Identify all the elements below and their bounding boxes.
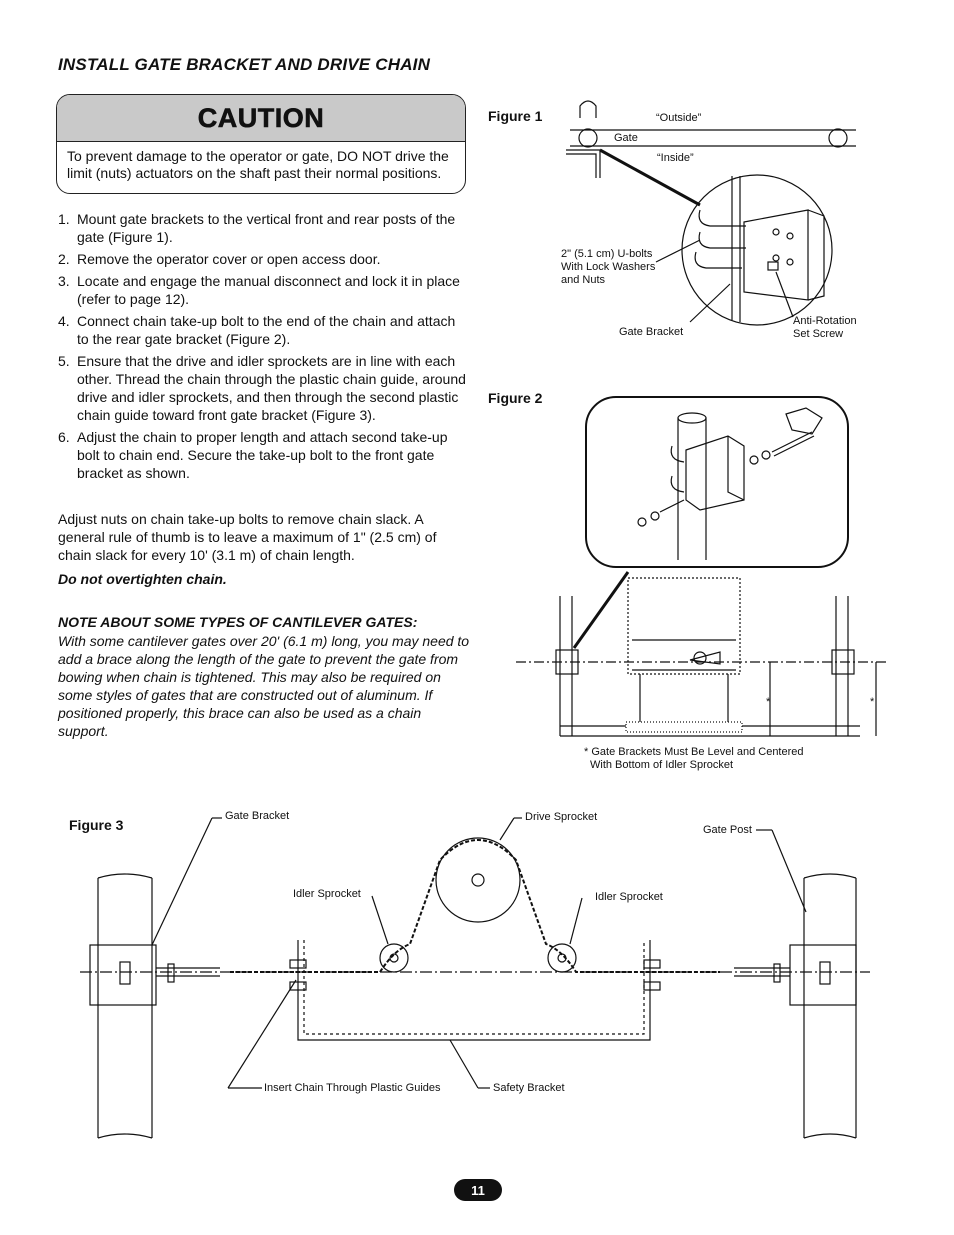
note-title: NOTE ABOUT SOME TYPES OF CANTILEVER GATES: [58,614,418,630]
figure-3-idler-left-label: Idler Sprocket [293,888,361,900]
figure-1-anti-rotation-label: Anti-Rotation Set Screw [793,315,857,340]
step-5: 5. Ensure that the drive and idler sprockets are in line with each other. Thread the chain through the plastic chain guide, around drive and idler sprockets, and then through the second plastic chain guide toward front gate bracket (Figure 3). [58,353,466,423]
figure-3-safety-bracket-label: Safety Bracket [493,1082,565,1094]
note-body: With some cantilever gates over 20' (6.1 m) long, you may need to add a brace along the length of the gate to prevent the gate from bowing when chain is tightened. This may also be required on some styles of gates that are constructed out of aluminum. If positioned properly, this brace can also be used as a chain support. [58,633,470,739]
figure-3-gate-post-label: Gate Post [703,824,752,836]
figure-1-ubolts-label: 2" (5.1 cm) U-bolts With Lock Washers and Nuts [561,248,656,286]
figure-1-gate-bracket-label: Gate Bracket [619,326,684,338]
page-number: 11 [454,1179,502,1201]
figure-3-label: Figure 3 [69,817,124,833]
figure-3-insert-chain-label: Insert Chain Through Plastic Guides [264,1082,441,1094]
adjust-paragraph [58,510,470,588]
figure-2-star-right: * [870,696,875,708]
caution-heading: CAUTION [57,95,465,142]
figure-1-label: Figure 1 [488,108,543,124]
figure-1-inside-label: “Inside” [657,152,694,164]
caution-line-2: limit (nuts) actuators on the shaft past their normal positions. [67,165,442,181]
caution-box [56,94,466,194]
step-1: 1. Mount gate brackets to the vertical front and rear posts of the gate (Figure 1). [58,211,456,245]
step-4: 4. Connect chain take-up bolt to the end of the chain and attach to the rear gate bracket (Figure 2). [58,313,456,347]
figure-3-drive-sprocket-label: Drive Sprocket [525,811,598,823]
caution-text [57,142,465,182]
step-3: 3. Locate and engage the manual disconnect and lock it in place (refer to page 12). [58,273,460,307]
figure-1-gate-label: Gate [614,132,638,144]
instruction-steps [58,210,470,486]
step-6: 6. Adjust the chain to proper length and attach second take-up bolt to chain end. Secure the take-up bolt to the front gate bracket as shown. [58,429,448,481]
figure-2-footnote: * Gate Brackets Must Be Level and Centered With Bottom of Idler Sprocket [584,746,804,771]
step-2: 2. Remove the operator cover or open access door. [58,251,381,267]
figure-1-outside-label: “Outside” [656,112,702,124]
figure-3-idler-right-label: Idler Sprocket [595,891,663,903]
overtighten-warning: Do not overtighten chain. [58,571,227,587]
caution-line-1: To prevent damage to the operator or gate, DO NOT drive the [67,148,449,164]
figure-2-star-left: * [766,696,771,708]
figure-2-label: Figure 2 [488,390,543,406]
adjust-text: Adjust nuts on chain take-up bolts to remove chain slack. A general rule of thumb is to leave a maximum of 1" (2.5 cm) of chain slack for every 10' (3.1 m) of chain length. [58,511,437,563]
figure-3-gate-bracket-label: Gate Bracket [225,810,290,822]
section-title: INSTALL GATE BRACKET AND DRIVE CHAIN [58,55,431,74]
